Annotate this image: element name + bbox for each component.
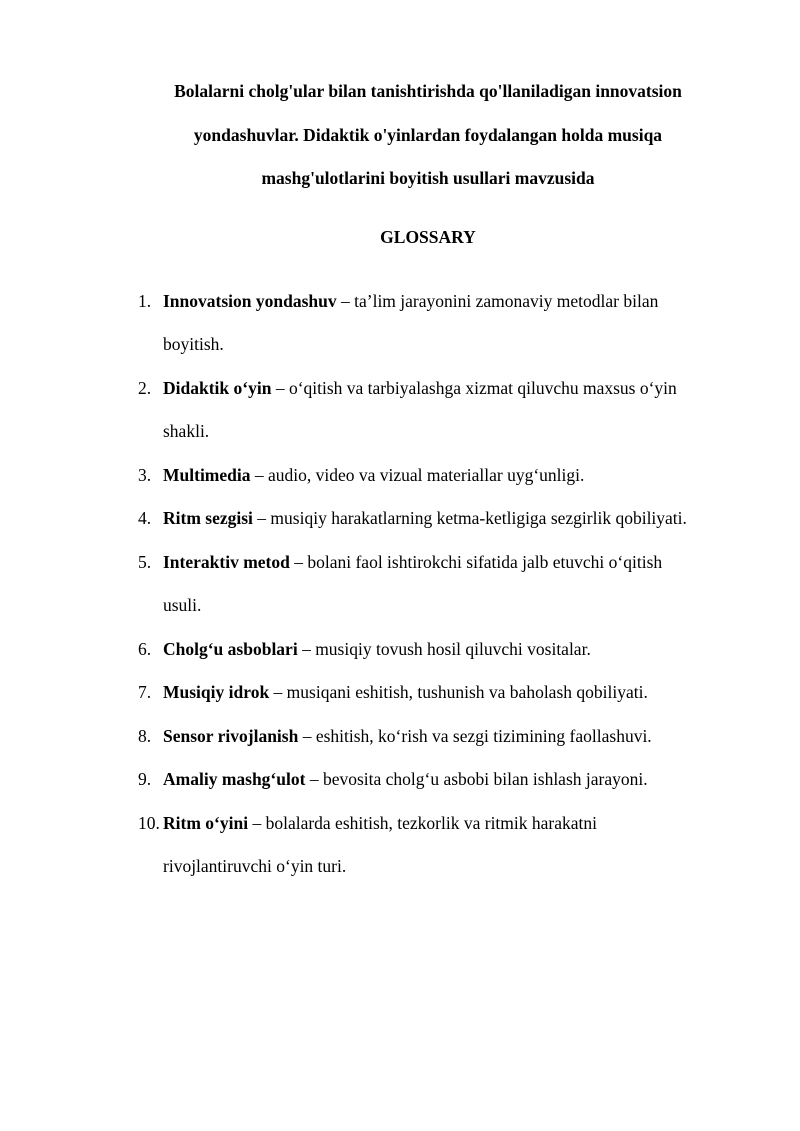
item-first-line [163, 758, 738, 802]
glossary-item [138, 628, 738, 672]
item-first-line [163, 671, 738, 715]
item-body [163, 454, 738, 498]
item-first-line [163, 367, 738, 411]
item-body [163, 541, 738, 628]
item-body [163, 497, 738, 541]
item-number: 8. [138, 725, 152, 746]
item-body [163, 367, 738, 454]
glossary-definition: – musiqiy tovush hosil qiluvchi vositalar. [297, 638, 591, 659]
glossary-definition: – musiqiy harakatlarning ketma-ketligiga sezgirlik qobiliyati. [252, 508, 687, 528]
glossary-definition: – eshitish, ko‘rish va sezgi tizimining faollashuvi. [298, 725, 652, 746]
item-number: 2. [138, 377, 152, 398]
glossary-item [138, 758, 738, 802]
item-body [163, 715, 738, 759]
glossary-definition: – musiqani eshitish, tushunish va baholash qobiliyati. [269, 682, 648, 702]
item-body [163, 802, 738, 889]
glossary-definition: – bevosita cholg‘u asbobi bilan ishlash jarayoni. [305, 769, 648, 789]
glossary-term: Multimedia [163, 464, 251, 485]
glossary-definition: – audio, video va vizual materiallar uyg‘unligi. [250, 464, 585, 485]
item-continuation: usuli. [163, 595, 202, 615]
title-line: Bolalarni cholg'ular bilan tanishtirishda qo'llaniladigan innovatsion [174, 81, 682, 101]
item-continuation: rivojlantiruvchi o‘yin turi. [163, 856, 347, 876]
item-number: 4. [138, 508, 152, 528]
glossary-term: Cholg‘u asboblari [163, 638, 298, 659]
glossary-term: Ritm sezgisi [163, 508, 253, 528]
item-number: 1. [138, 290, 152, 311]
title-line: mashg'ulotlarini boyitish usullari mavzusida [261, 168, 595, 188]
glossary-definition: – ta’lim jarayonini zamonaviy metodlar bilan [336, 290, 659, 311]
glossary-term: Innovatsion yondashuv [163, 290, 337, 311]
glossary-item [138, 454, 738, 498]
item-body [163, 628, 738, 672]
glossary-item [138, 367, 738, 454]
glossary-definition: – bolani faol ishtirokchi sifatida jalb etuvchi o‘qitish [289, 551, 663, 572]
item-number: 9. [138, 769, 152, 789]
item-number: 10. [138, 812, 160, 833]
glossary-term: Amaliy mashg‘ulot [163, 769, 306, 789]
glossary-item [138, 802, 738, 889]
item-continuation: boyitish. [163, 334, 224, 354]
glossary-heading: GLOSSARY [380, 226, 476, 247]
glossary-definition: – o‘qitish va tarbiyalashga xizmat qiluvchu maxsus o‘yin [271, 377, 677, 398]
item-number: 7. [138, 682, 152, 702]
item-number: 3. [138, 464, 152, 485]
item-body [163, 280, 738, 367]
item-number: 6. [138, 638, 152, 659]
item-first-line [163, 802, 738, 846]
glossary-term: Ritm o‘yini [163, 812, 249, 833]
item-first-line [163, 715, 738, 759]
glossary-item [138, 541, 738, 628]
glossary-term: Didaktik o‘yin [163, 377, 272, 398]
item-number: 5. [138, 551, 152, 572]
glossary-definition: – bolalarda eshitish, tezkorlik va ritmik harakatni [248, 812, 598, 833]
item-first-line [163, 628, 738, 672]
item-body [163, 671, 738, 715]
document-title [138, 70, 718, 201]
glossary-term: Sensor rivojlanish [163, 725, 299, 746]
glossary-term: Interaktiv metod [163, 551, 290, 572]
glossary-item [138, 715, 738, 759]
glossary-item [138, 280, 738, 367]
item-first-line [163, 280, 738, 324]
glossary-term: Musiqiy idrok [163, 682, 270, 702]
glossary-item [138, 497, 738, 541]
item-first-line [163, 541, 738, 585]
title-line: yondashuvlar. Didaktik o'yinlardan foydalangan holda musiqa [193, 124, 663, 145]
glossary-list [138, 280, 738, 889]
item-first-line [163, 454, 738, 498]
item-first-line [163, 497, 738, 541]
item-continuation: shakli. [163, 421, 210, 441]
item-body [163, 758, 738, 802]
glossary-item [138, 671, 738, 715]
